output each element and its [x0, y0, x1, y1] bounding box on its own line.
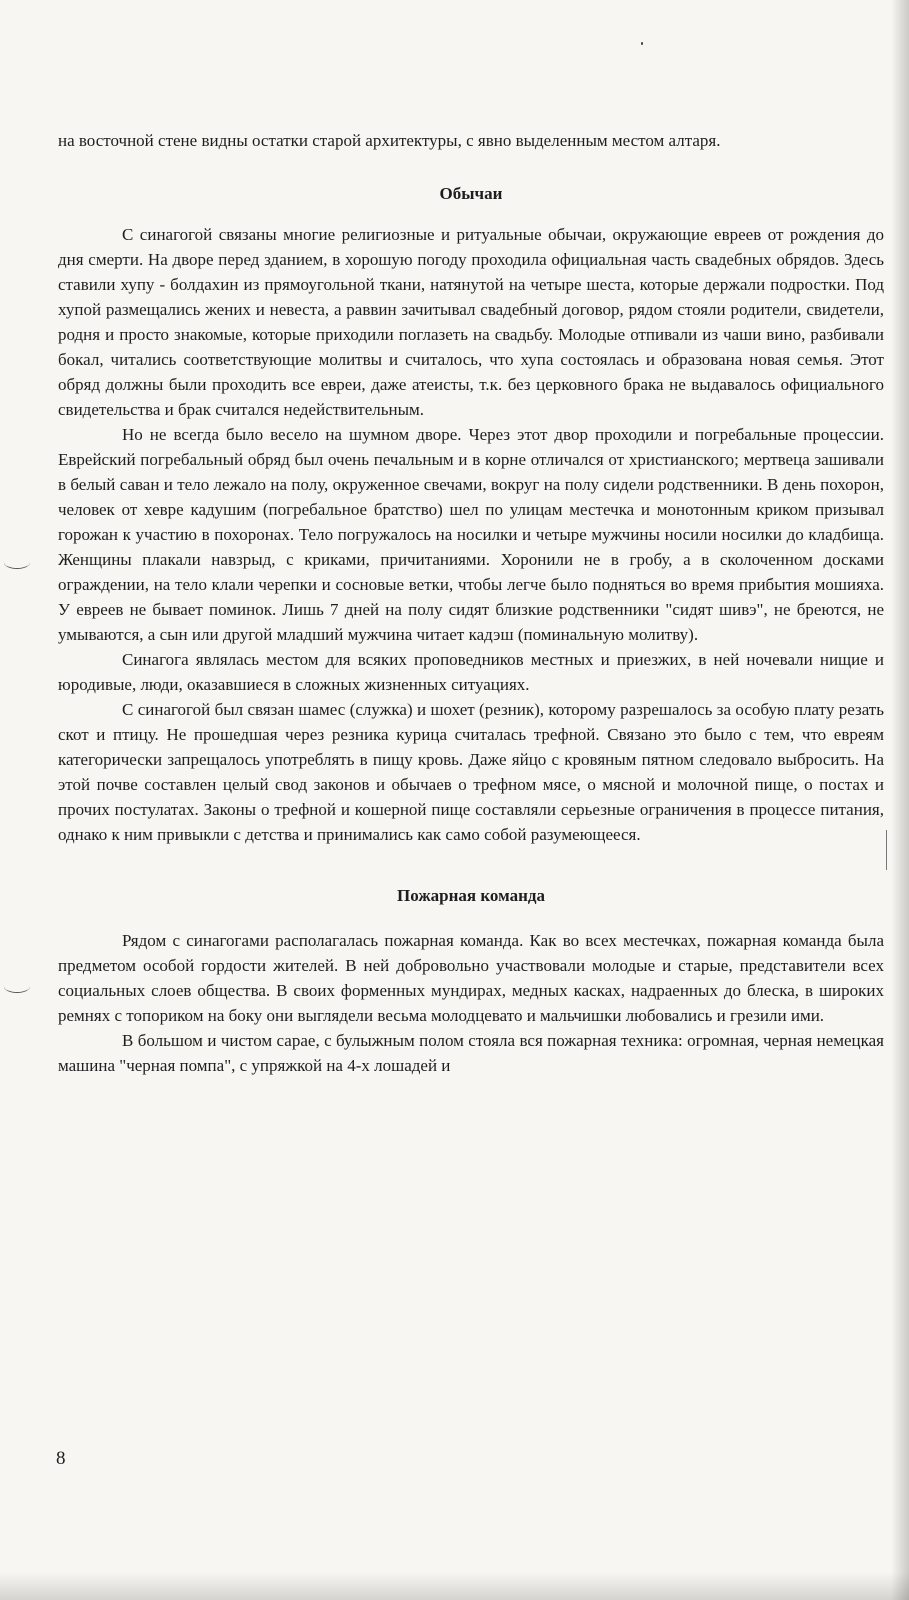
- margin-pencil-mark: [4, 556, 30, 569]
- paragraph-customs-1: С синагогой связаны многие религиозные и ритуальные обычаи, окружающие евреев от рождения до дня смерти. На дворе перед зданием, в хорошую погоду проходила официальная часть свадебных обрядов. Здесь ставили хупу - болдахин из прямоугольной ткани, натянутой на четыре шеста, которые держали подростки. Под хупой размещались жених и невеста, а раввин зачитывал свадебный договор, рядом стояли родители, свидетели, родня и просто знакомые, которые приходили поглазеть на свадьбу. Молодые отпивали из чаши вино, разбивали бокал, читались соответствующие молитвы и считалось, что хупа состоялась и образована новая семья. Этот обряд должны были проходить все евреи, даже атеисты, т.к. без церковного брака не выдавалось официального свидетельства и брак считался недействительным.: [58, 225, 884, 419]
- section-heading-customs: Обычаи: [439, 184, 503, 203]
- scan-edge-shadow: [0, 1572, 909, 1600]
- scan-edge-shadow: [891, 0, 909, 1600]
- page-text: [58, 128, 884, 1078]
- page-number: 8: [56, 1448, 66, 1469]
- margin-pencil-mark: [4, 980, 30, 993]
- margin-pencil-mark: [886, 830, 888, 870]
- section-heading-fire-brigade: Пожарная команда: [397, 886, 545, 905]
- paragraph-fire-1: Рядом с синагогами располагалась пожарная команда. Как во всех местечках, пожарная команда была предметом особой гордости жителей. В ней добровольно участвовали молодые и старые, представители всех социальных слоев общества. В своих форменных мундирах, медных касках, надраенных до блеска, в широких ремнях с топориком на боку они выглядели весьма молодцевато и мальчишки любовались и грезили ими.: [58, 931, 884, 1025]
- paragraph-customs-4: С синагогой был связан шамес (служка) и шохет (резник), которому разрешалось за особую плату резать скот и птицу. Не прошедшая через резника курица считалась трефной. Связано это было с тем, что евреям категорически запрещалось употреблять в пищу кровь. Даже яйцо с кровяным пятном следовало выбросить. На этой почве составлен целый свод законов и обычаев о трефном мясе, о мясной и молочной пище, о постах и прочих постулатах. Законы о трефной и кошерной пище составляли серьезные ограничения в процессе питания, однако к ним привыкли с детства и принимались как само собой разумеющееся.: [58, 700, 884, 844]
- paragraph-customs-3: Синагога являлась местом для всяких проповедников местных и приезжих, в ней ночевали нищие и юродивые, люди, оказавшиеся в сложных жизненных ситуациях.: [58, 650, 884, 694]
- scan-speck: [641, 42, 643, 45]
- intro-paragraph: на восточной стене видны остатки старой архитектуры, с явно выделенным местом алтаря.: [58, 131, 721, 150]
- paragraph-fire-2: В большом и чистом сарае, с булыжным полом стояла вся пожарная техника: огромная, черная немецкая машина "черная помпа", с упряжкой на 4-х лошадей и: [58, 1031, 884, 1075]
- paragraph-customs-2: Но не всегда было весело на шумном дворе. Через этот двор проходили и погребальные процессии. Еврейский погребальный обряд был очень печальным и в корне отличался от христианского; мертвеца зашивали в белый саван и тело лежало на полу, окруженное свечами, вокруг на полу сидели родственники. В день похорон, человек от хевре кадушим (погребальное братство) шел по улицам местечка и монотонным криком призывал горожан к участию в похоронах. Тело погружалось на носилки и четыре мужчины носили носилки до кладбища. Женщины плакали навзрыд, с криками, причитаниями. Хоронили не в гробу, а в сколоченном досками ограждении, на тело клали черепки и сосновые ветки, чтобы легче было подняться во время прибытия мошияха. У евреев не бывает поминок. Лишь 7 дней на полу сидят близкие родственники "сидят шивэ", не бреются, не умываются, а сын или другой младший мужчина читает кадэш (поминальную молитву).: [58, 425, 884, 644]
